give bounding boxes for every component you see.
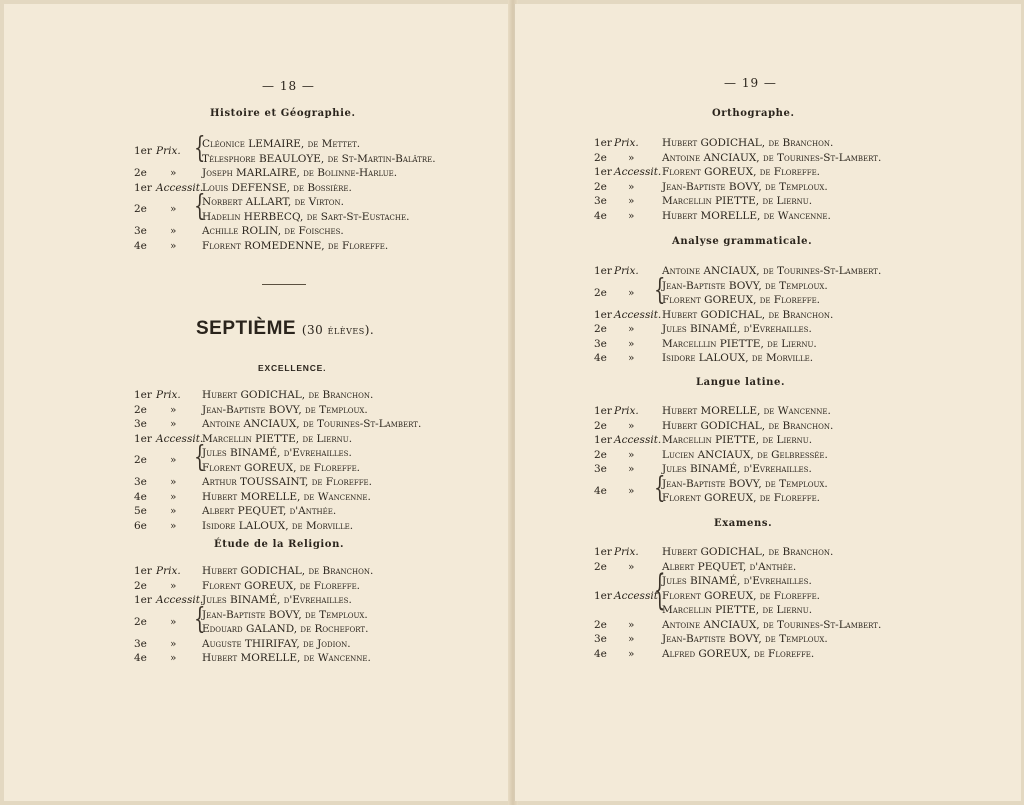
laureate-name: Jean-Baptiste BOVY, de Temploux. [662, 477, 828, 490]
rank-ordinal: 2e [594, 286, 607, 299]
laureate-name: Florent GOREUX, de Floreffe. [202, 579, 361, 592]
laureate-name: Florent GOREUX, de Floreffe. [662, 166, 821, 178]
laureate-name: Marcellin PIETTE, de Liernu. [662, 604, 813, 616]
ditto-mark: » [628, 286, 635, 299]
rank-ordinal: 1er [594, 405, 612, 417]
laureate-name: Marcelllin PIETTE, de Liernu. [662, 337, 817, 350]
laureate-name: Florent GOREUX, de Floreffe. [662, 492, 821, 504]
rank-ordinal: 1er [134, 565, 152, 577]
rank-ordinal: 2e [134, 403, 147, 416]
laureate-name: Arthur TOUSSAINT, de Floreffe. [202, 476, 373, 488]
ditto-mark: » [628, 647, 635, 660]
laureate-name: Marcellin PIETTE, de Liernu. [662, 434, 813, 446]
rank-ordinal: 3e [594, 463, 607, 475]
laureate-name: Hubert GODICHAL, de Branchon. [202, 565, 374, 577]
ditto-mark: » [628, 323, 635, 335]
rank-ordinal: 2e [594, 151, 607, 164]
ditto-mark: » [170, 579, 177, 592]
laureate-name: Hubert GODICHAL, de Branchon. [662, 546, 834, 558]
rank-ordinal: 3e [134, 225, 147, 237]
page-number-left: — 18 — [262, 79, 315, 93]
rank-ordinal: 2e [134, 167, 147, 179]
ditto-mark: » [170, 203, 177, 216]
section-title-histoire: Histoire et Géographie. [210, 108, 356, 119]
rank-label: Prix. [614, 137, 639, 149]
brace-bracket: { [194, 602, 206, 636]
laureate-name: Jean-Baptiste BOVY, de Temploux. [662, 180, 828, 193]
page-number-right: — 19 — [724, 76, 777, 90]
laureate-name: Achille ROLIN, de Foisches. [202, 225, 344, 237]
laureate-name: Albert PEQUET, d'Anthée. [662, 560, 797, 573]
laureate-name: Jules BINAMÉ, d'Evrehailles. [202, 594, 352, 606]
laureate-name: Joseph MARLAIRE, de Bolinne-Harlue. [202, 167, 398, 179]
rank-ordinal: 5e [134, 505, 147, 517]
laureate-name: Norbert ALLART, de Virton. [202, 196, 344, 208]
rank-ordinal: 1er [594, 308, 612, 321]
ditto-mark: » [170, 615, 177, 628]
ditto-mark: » [628, 560, 635, 573]
laureate-name: Florent GOREUX, de Floreffe. [662, 294, 821, 306]
rank-ordinal: 1er [134, 389, 152, 401]
laureate-name: Marcellin PIETTE, de Liernu. [202, 432, 353, 445]
rank-ordinal: 4e [134, 239, 147, 252]
laureate-name: Louis DEFENSE, de Bossière. [202, 181, 352, 194]
laureate-name: Auguste THIRIFAY, de Jodion. [202, 637, 351, 650]
rank-ordinal: 1er [134, 181, 152, 194]
class-title: SEPTIÈME [196, 318, 297, 339]
section-title-analyse: Analyse grammaticale. [672, 236, 813, 247]
laureate-name: Isidore LALOUX, de Morville. [202, 519, 354, 532]
rank-ordinal: 1er [134, 432, 152, 445]
ditto-mark: » [170, 418, 177, 430]
laureate-name: Hubert MORELLE, de Wancenne. [202, 490, 371, 503]
brace-bracket: { [194, 131, 206, 166]
rank-ordinal: 3e [594, 633, 607, 645]
brace-bracket: { [194, 189, 206, 224]
laureate-name: Jean-Baptiste BOVY, de Temploux. [202, 403, 368, 416]
rank-ordinal: 1er [594, 265, 612, 277]
rank-label: Accessit. [614, 434, 662, 446]
rank-ordinal: 6e [134, 519, 147, 532]
ditto-mark: » [628, 209, 635, 222]
rank-ordinal: 4e [134, 490, 147, 503]
laureate-name: Jules BINAMÉ, d'Evrehailles. [662, 463, 812, 475]
laureate-name: Jean-Baptiste BOVY, de Temploux. [662, 633, 828, 645]
brace-bracket: { [654, 471, 666, 505]
rank-ordinal: 4e [594, 484, 607, 497]
laureate-name: Marcellin PIETTE, de Liernu. [662, 195, 813, 207]
ditto-mark: » [170, 476, 177, 488]
laureate-name: Florent GOREUX, de Floreffe. [202, 461, 361, 474]
rank-ordinal: 3e [594, 195, 607, 207]
brace-bracket: { [654, 273, 666, 307]
section-title-latine: Langue latine. [696, 377, 786, 388]
ditto-mark: » [170, 167, 177, 179]
laureate-name: Jean-Baptiste BOVY, de Temploux. [662, 279, 828, 292]
rank-ordinal: 2e [134, 615, 147, 628]
laureate-name: Hubert MORELLE, de Wancenne. [202, 652, 371, 664]
ditto-mark: » [628, 633, 635, 645]
ditto-mark: » [628, 484, 635, 497]
ditto-mark: » [170, 637, 177, 650]
class-heading [196, 318, 374, 340]
ditto-mark: » [628, 463, 635, 475]
ditto-mark: » [628, 180, 635, 193]
rank-ordinal: 2e [594, 323, 607, 335]
section-title-examens: Examens. [714, 518, 773, 529]
ditto-mark: » [170, 239, 177, 252]
ditto-mark: » [628, 419, 635, 432]
laureate-name: Hubert GODICHAL, de Branchon. [662, 137, 834, 149]
ditto-mark: » [628, 151, 635, 164]
rank-ordinal: 1er [134, 145, 152, 158]
rank-label: Accessit. [614, 589, 662, 602]
ditto-mark: » [628, 448, 635, 461]
rank-label: Prix. [614, 405, 639, 417]
laureate-name: Hubert GODICHAL, de Branchon. [202, 389, 374, 401]
rank-label: Accessit. [156, 432, 204, 445]
rank-ordinal: 1er [594, 589, 612, 602]
rank-ordinal: 2e [594, 618, 607, 631]
ditto-mark: » [170, 519, 177, 532]
ditto-mark: » [628, 337, 635, 350]
section-title-orthographe: Orthographe. [712, 108, 795, 119]
rank-ordinal: 1er [134, 594, 152, 606]
ditto-mark: » [170, 490, 177, 503]
rank-ordinal: 1er [594, 137, 612, 149]
ditto-mark: » [628, 618, 635, 631]
rank-ordinal: 2e [594, 180, 607, 193]
laureate-name: Isidore LALOUX, de Morville. [662, 352, 814, 364]
rank-label: Accessit. [156, 594, 204, 606]
rank-ordinal: 2e [134, 203, 147, 216]
section-divider [262, 284, 306, 285]
laureate-name: Cléonice LEMAIRE, de Mettet. [202, 138, 361, 150]
rank-label: Prix. [156, 389, 181, 401]
rank-label: Prix. [156, 565, 181, 577]
laureate-name: Alfred GOREUX, de Floreffe. [662, 647, 815, 660]
rank-ordinal: 2e [134, 454, 147, 467]
laureate-name: Antoine ANCIAUX, de Tourines-St-Lambert. [662, 618, 882, 631]
rank-ordinal: 1er [594, 166, 612, 178]
section-title-religion: Étude de la Religion. [214, 539, 345, 550]
rank-ordinal: 2e [594, 560, 607, 573]
rank-ordinal: 3e [134, 637, 147, 650]
rank-label: Accessit. [156, 181, 204, 194]
laureate-name: Edouard GALAND, de Rochefort. [202, 623, 369, 635]
laureate-name: Hubert GODICHAL, de Branchon. [662, 419, 834, 432]
ditto-mark: » [170, 652, 177, 664]
laureate-name: Antoine ANCIAUX, de Tourines-St-Lambert. [662, 265, 882, 277]
laureate-name: Lucien ANCIAUX, de Gelbressée. [662, 448, 828, 461]
laureate-name: Hubert GODICHAL, de Branchon. [662, 308, 834, 321]
laureate-name: Télesphore BEAULOYE, de St-Martin-Balâtre. [202, 152, 436, 165]
rank-ordinal: 4e [594, 352, 607, 364]
rank-ordinal: 2e [594, 419, 607, 432]
laureate-name: Florent ROMEDENNE, de Floreffe. [202, 239, 389, 252]
rank-ordinal: 1er [594, 546, 612, 558]
rank-ordinal: 4e [594, 209, 607, 222]
ditto-mark: » [628, 352, 635, 364]
laureate-name: Jules BINAMÉ, d'Evrehailles. [662, 323, 812, 335]
laureate-name: Hadelin HERBECQ, de Sart-St-Eustache. [202, 210, 410, 223]
laureate-name: Antoine ANCIAUX, de Tourines-St-Lambert. [662, 151, 882, 164]
section-title-excellence: EXCELLENCE. [258, 363, 327, 373]
ditto-mark: » [628, 195, 635, 207]
brace-bracket: { [194, 440, 206, 475]
laureate-name: Albert PEQUET, d'Anthée. [202, 505, 337, 517]
laureate-name: Antoine ANCIAUX, de Tourines-St-Lambert. [202, 418, 422, 430]
ditto-mark: » [170, 505, 177, 517]
rank-label: Prix. [156, 145, 181, 158]
ditto-mark: » [170, 454, 177, 467]
laureate-name: Florent GOREUX, de Floreffe. [662, 589, 821, 602]
rank-ordinal: 3e [594, 337, 607, 350]
rank-ordinal: 3e [134, 476, 147, 488]
laureate-name: Hubert MORELLE, de Wancenne. [662, 405, 831, 417]
rank-ordinal: 1er [594, 434, 612, 446]
ditto-mark: » [170, 403, 177, 416]
laureate-name: Hubert MORELLE, de Wancenne. [662, 209, 831, 222]
laureate-name: Jules BINAMÉ, d'Evrehailles. [662, 575, 812, 587]
brace-bracket: { [654, 567, 666, 616]
laureate-name: Jules BINAMÉ, d'Evrehailles. [202, 447, 352, 459]
rank-label: Prix. [614, 546, 639, 558]
rank-label: Accessit. [614, 166, 662, 178]
rank-label: Accessit. [614, 308, 662, 321]
rank-ordinal: 3e [134, 418, 147, 430]
right-page [514, 4, 1021, 801]
rank-label: Prix. [614, 265, 639, 277]
class-subtitle: (30 élèves). [301, 323, 375, 337]
rank-ordinal: 4e [594, 647, 607, 660]
laureate-name: Jean-Baptiste BOVY, de Temploux. [202, 608, 368, 621]
rank-ordinal: 4e [134, 652, 147, 664]
ditto-mark: » [170, 225, 177, 237]
rank-ordinal: 2e [594, 448, 607, 461]
rank-ordinal: 2e [134, 579, 147, 592]
